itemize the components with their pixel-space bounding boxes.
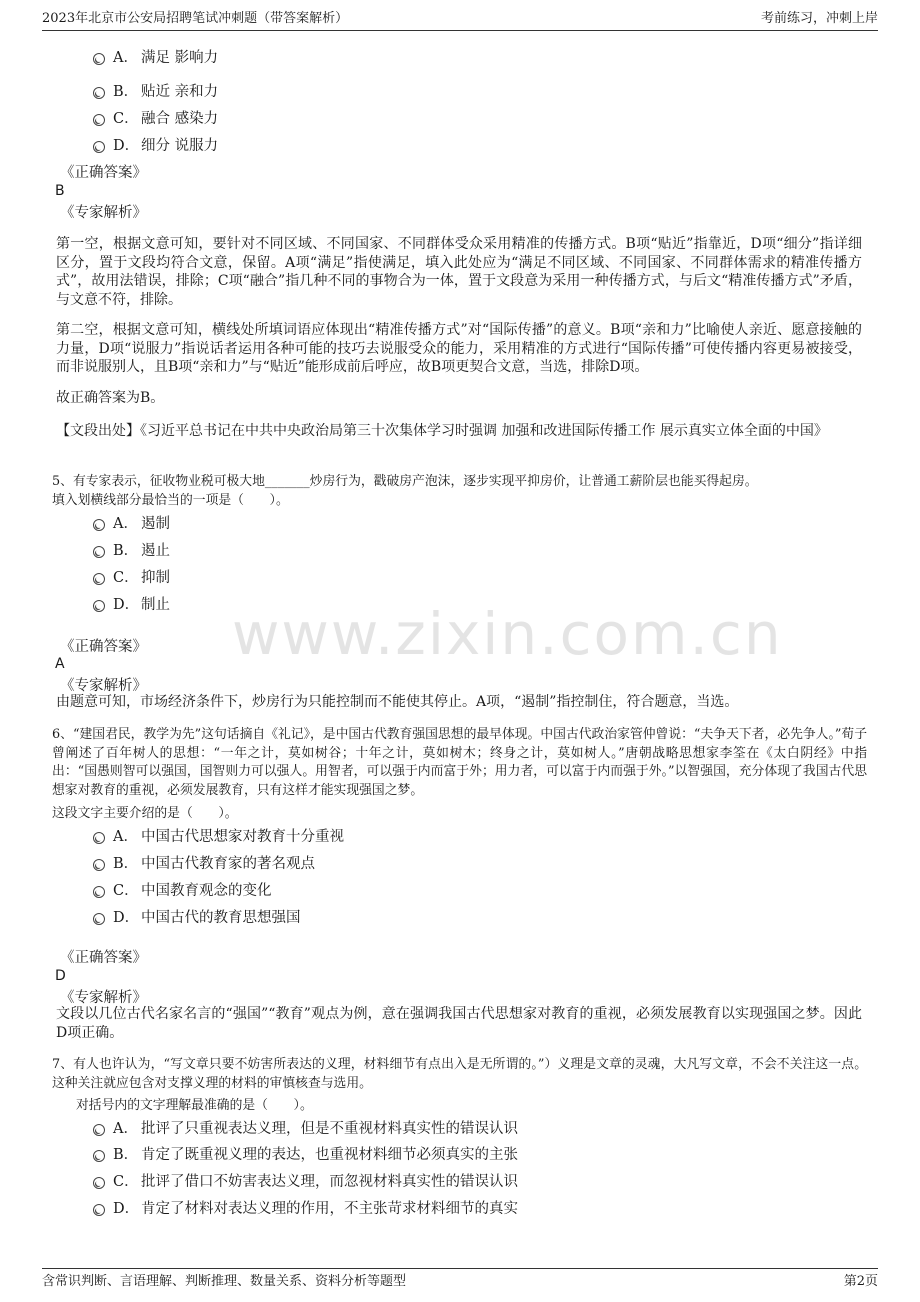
option-text: 中国古代的教育思想强国 — [141, 910, 301, 926]
page-header — [42, 8, 878, 31]
q6-answer: D — [55, 968, 66, 984]
header-title: 2023年北京市公安局招聘笔试冲刺题（带答案解析） — [42, 11, 349, 26]
q7-option-c[interactable] — [93, 1172, 518, 1192]
header-slogan: 考前练习，冲刺上岸 — [760, 11, 878, 26]
radio-icon[interactable] — [93, 600, 105, 612]
q4-option-d[interactable] — [93, 136, 218, 156]
q5-prompt: 填入划横线部分最恰当的一项是（ ）。 — [52, 493, 289, 508]
q6-prompt: 这段文字主要介绍的是（ ）。 — [52, 806, 238, 821]
footer-note: 含常识判断、言语理解、判断推理、数量关系、资料分析等题型 — [42, 1274, 407, 1289]
q5-answer: A — [55, 656, 65, 672]
q5-option-a[interactable] — [93, 514, 170, 534]
radio-icon[interactable] — [93, 1177, 105, 1189]
q4-option-c[interactable] — [93, 109, 218, 129]
option-label: A． — [113, 516, 138, 532]
option-text: 制止 — [141, 597, 170, 613]
option-label: D． — [113, 138, 140, 154]
option-text: 中国古代思想家对教育十分重视 — [141, 829, 344, 845]
q6-stem: 6、“建国君民，教学为先”这句话摘自《礼记》，是中国古代教育强国思想的最早体现。中国古代政治家管仲曾说：“夫争天下者，必先争人。”荀子曾阐述了百年树人的思想：“一年之计，莫如树谷；十年之计，莫如树木；终身之计，莫如树人。”唐朝战略思想家李筌在《太白阴经》中指出：“国愚则智可以强国，国智则力可以强人。用智者，可以强于内而富于外；用力者，可以富于内而强于外。”以智强国，充分体现了我国古代思想家对教育的重视，必须发展教育，只有这样才能实现强国之梦。 — [52, 727, 867, 798]
option-label: A． — [113, 1121, 138, 1137]
q4-option-b[interactable] — [93, 82, 218, 102]
radio-icon[interactable] — [93, 859, 105, 871]
option-text: 中国古代教育家的著名观点 — [141, 856, 315, 872]
option-label: D． — [113, 597, 140, 613]
option-label: A． — [113, 50, 138, 66]
radio-icon[interactable] — [93, 546, 105, 558]
option-label: C． — [113, 1174, 139, 1190]
page-footer — [42, 1268, 878, 1291]
option-label: C． — [113, 570, 139, 586]
q6-analysis: 文段以几位古代名家名言的“强国”“教育”观点为例，意在强调我国古代思想家对教育的重视，必须发展教育以实现强国之梦。因此D项正确。 — [56, 1006, 862, 1041]
option-text: 抑制 — [141, 570, 170, 586]
radio-icon[interactable] — [93, 886, 105, 898]
q7-option-d[interactable] — [93, 1199, 518, 1219]
q5-analysis: 由题意可知，市场经济条件下，炒房行为只能控制而不能使其停止。A项，“遏制”指控制住，符合题意，当选。 — [56, 694, 739, 710]
q4-analysis-title: 《专家解析》 — [60, 205, 147, 221]
q4-analysis-para-1: 第一空，根据文意可知，要针对不同区域、不同国家、不同群体受众采用精准的传播方式。B项“贴近”指靠近，D项“细分”指详细区分，置于文段均符合文意，保留。A项“满足”指使满足，填入此处应为“满足不同区域、不同国家、不同群体需求的精准传播方式”，故用法错误，排除；C项“融合”指几种不同的事物合为一体，置于文段意为采用一种传播方式，与后文“精准传播方式”矛盾，与文意不符，排除。 — [56, 236, 862, 308]
radio-icon[interactable] — [93, 1204, 105, 1216]
q6-answer-title: 《正确答案》 — [60, 950, 147, 966]
option-label: D． — [113, 1201, 140, 1217]
q7-option-a[interactable] — [93, 1119, 518, 1139]
option-text: 细分 说服力 — [141, 138, 219, 154]
option-text: 贴近 亲和力 — [141, 84, 219, 100]
q6-analysis-title: 《专家解析》 — [60, 990, 147, 1006]
option-text: 遏制 — [141, 516, 170, 532]
q6-option-c[interactable] — [93, 881, 272, 901]
option-label: C． — [113, 111, 139, 127]
q6-option-b[interactable] — [93, 854, 315, 874]
option-label: A． — [113, 829, 138, 845]
radio-icon[interactable] — [93, 1150, 105, 1162]
radio-icon[interactable] — [93, 114, 105, 126]
option-text: 肯定了材料对表达义理的作用，不主张苛求材料细节的真实 — [141, 1201, 518, 1217]
q5-stem: 5、有专家表示，征收物业税可极大地_______炒房行为，戳破房产泡沫，逐步实现平抑房价，让普通工薪阶层也能买得起房。 — [52, 474, 758, 489]
q4-answer-title: 《正确答案》 — [60, 165, 147, 181]
radio-icon[interactable] — [93, 913, 105, 925]
q4-answer: B — [55, 183, 65, 199]
radio-icon[interactable] — [93, 87, 105, 99]
q4-source: 【文段出处】《习近平总书记在中共中央政治局第三十次集体学习时强调 加强和改进国际传播工作 展示真实立体全面的中国》 — [56, 423, 828, 439]
option-label: B． — [113, 543, 139, 559]
option-label: B． — [113, 1147, 139, 1163]
q7-prompt: 对括号内的文字理解最准确的是（ ）。 — [76, 1098, 313, 1113]
page-number: 第2页 — [843, 1274, 878, 1289]
option-label: B． — [113, 856, 139, 872]
radio-icon[interactable] — [93, 1124, 105, 1136]
radio-icon[interactable] — [93, 519, 105, 531]
option-text: 肯定了既重视义理的表达，也重视材料细节必须真实的主张 — [141, 1147, 518, 1163]
q5-answer-title: 《正确答案》 — [60, 639, 147, 655]
q5-analysis-title: 《专家解析》 — [60, 678, 147, 694]
q5-option-d[interactable] — [93, 595, 170, 615]
q5-option-c[interactable] — [93, 568, 170, 588]
radio-icon[interactable] — [93, 53, 105, 65]
q4-analysis-para-3: 故正确答案为B。 — [56, 390, 165, 406]
radio-icon[interactable] — [93, 573, 105, 585]
q6-option-a[interactable] — [93, 827, 344, 847]
option-label: C． — [113, 883, 139, 899]
option-text: 中国教育观念的变化 — [141, 883, 272, 899]
q4-analysis-para-2: 第二空，根据文意可知，横线处所填词语应体现出“精准传播方式”对“国际传播”的意义。B项“亲和力”比喻使人亲近、愿意接触的力量，D项“说服力”指说话者运用各种可能的技巧去说服受众的能力，采用精准的方式进行“国际传播”可使传播内容更易被接受，而非说服别人，且B项“亲和力”与“贴近”能形成前后呼应，故B项更契合文意，当选，排除D项。 — [56, 322, 862, 375]
radio-icon[interactable] — [93, 832, 105, 844]
q4-option-a[interactable] — [93, 48, 218, 68]
option-text: 融合 感染力 — [141, 111, 219, 127]
option-label: D． — [113, 910, 140, 926]
option-text: 遏止 — [141, 543, 170, 559]
option-text: 批评了借口不妨害表达义理，而忽视材料真实性的错误认识 — [141, 1174, 518, 1190]
radio-icon[interactable] — [93, 141, 105, 153]
q7-option-b[interactable] — [93, 1145, 518, 1165]
q5-option-b[interactable] — [93, 541, 170, 561]
option-label: B． — [113, 84, 139, 100]
q7-stem: 7、有人也许认为，“写文章只要不妨害所表达的义理，材料细节有点出入是无所谓的。”）义理是文章的灵魂，大凡写文章，不会不关注这一点。这种关注就应包含对支撑义理的材料的审慎核查与选用。 — [52, 1057, 867, 1091]
option-text: 满足 影响力 — [141, 50, 219, 66]
q6-option-d[interactable] — [93, 908, 301, 928]
option-text: 批评了只重视表达义理，但是不重视材料真实性的错误认识 — [141, 1121, 518, 1137]
watermark: www.zixin.com.cn — [232, 600, 783, 668]
